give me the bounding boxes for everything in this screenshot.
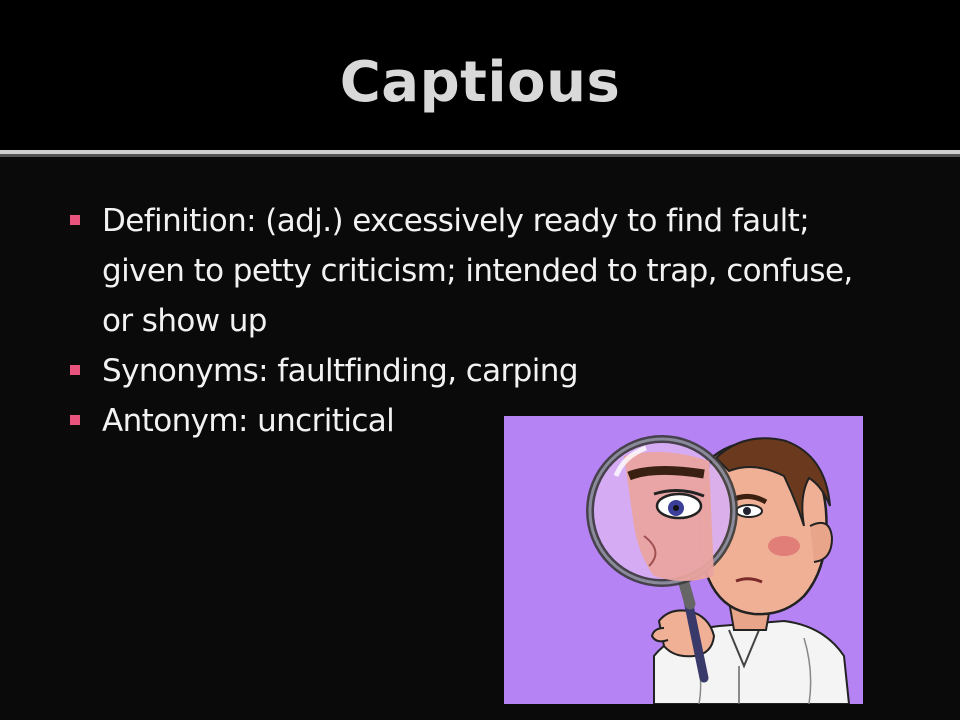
slide-title: Captious bbox=[339, 50, 621, 115]
bullet-marker-icon bbox=[70, 415, 80, 425]
bullet-antonym-text: Antonym: uncritical bbox=[102, 403, 395, 439]
bullet-definition-text: Definition: (adj.) excessively ready to find fault; given to petty criticism; intended to trap, confuse, or show up bbox=[102, 203, 853, 339]
bullet-synonyms-text: Synonyms: faultfinding, carping bbox=[102, 353, 578, 389]
bullet-definition bbox=[70, 196, 870, 346]
bullet-marker-icon bbox=[70, 215, 80, 225]
title-divider-shadow bbox=[0, 154, 960, 157]
bullet-synonyms bbox=[70, 346, 870, 396]
bullet-list bbox=[70, 196, 870, 446]
cartoon-icon bbox=[504, 416, 863, 704]
magnifying-glass-man-illustration bbox=[504, 416, 863, 704]
bullet-marker-icon bbox=[70, 365, 80, 375]
